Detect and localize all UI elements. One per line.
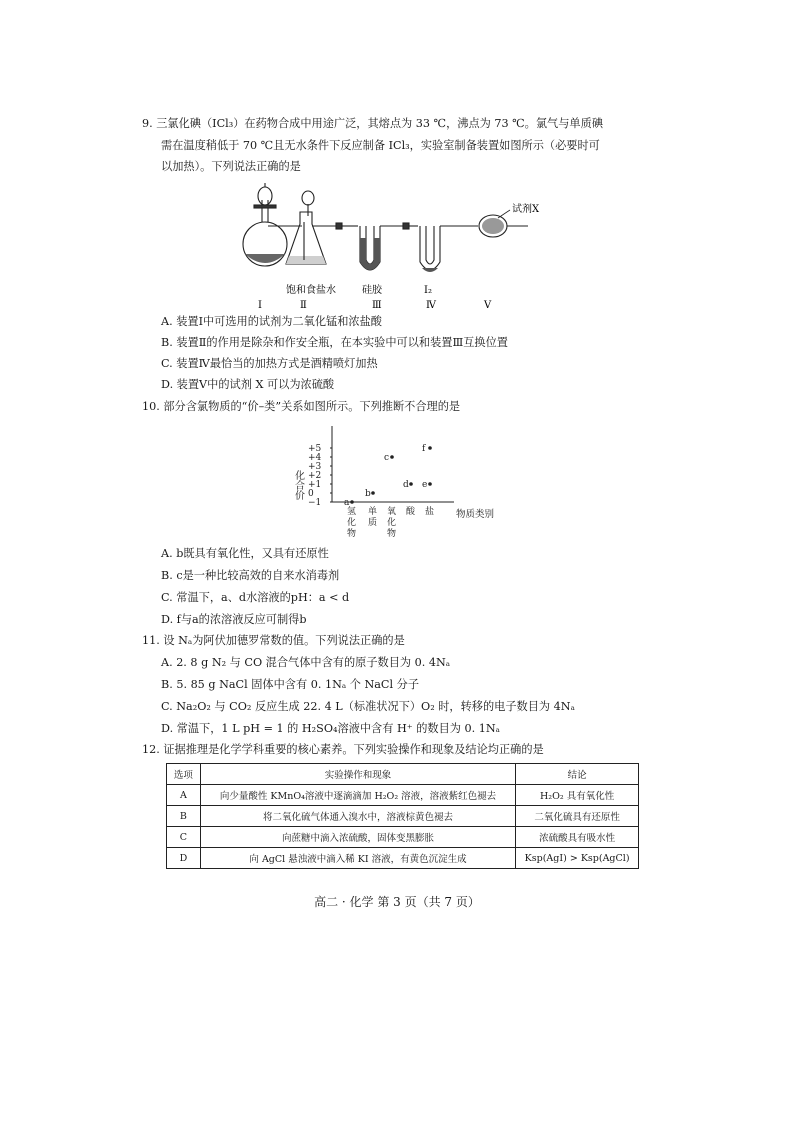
- q12-stem: 12. 证据推理是化学学科重要的核心素养。下列实验操作和现象及结论均正确的是: [142, 743, 544, 756]
- table-header-row: [167, 764, 639, 785]
- label-reagent-x: 试剂X: [512, 204, 540, 215]
- xcat-label: 化: [387, 518, 397, 528]
- xcat-label: 酸: [406, 507, 416, 517]
- row-b-operation: 将二氧化硫气体通入溴水中，溶液棕黄色褪去: [200, 806, 515, 827]
- ytick-label: 0: [308, 489, 314, 499]
- row-d-option: D: [167, 848, 201, 869]
- q10-option-a: A. b既具有氧化性，又具有还原性: [161, 547, 329, 560]
- numeral-IV: Ⅳ: [426, 300, 436, 311]
- xcat-label: 物: [387, 529, 397, 539]
- point-label-f: f: [422, 444, 426, 454]
- xcat-label: 单: [368, 507, 378, 517]
- point-label-e: e: [422, 480, 428, 490]
- q10-option-b: B. c是一种比较高效的自来水消毒剂: [161, 569, 340, 582]
- xcat-label: 氢: [347, 507, 357, 517]
- ytick-label: +1: [308, 480, 322, 490]
- row-c-option: C: [167, 827, 201, 848]
- row-c-operation: 向蔗糖中滴入浓硫酸，固体变黑膨胀: [200, 827, 515, 848]
- q10-option-d: D. f与a的浓溶液反应可制得b: [161, 613, 307, 626]
- point-c: [390, 455, 394, 459]
- xcat-label: 质: [368, 518, 378, 528]
- q9-option-a: A. 装置Ⅰ中可选用的试剂为二氧化锰和浓盐酸: [161, 315, 382, 328]
- q9-apparatus-figure: [238, 182, 558, 312]
- ytick-label: +5: [308, 444, 322, 454]
- xcat-label: 盐: [425, 507, 435, 517]
- point-b: [371, 491, 375, 495]
- row-d-operation: 向 AgCl 悬浊液中滴入稀 KI 溶液，有黄色沉淀生成: [200, 848, 515, 869]
- q11-option-a: A. 2. 8 g N₂ 与 CO 混合气体中含有的原子数目为 0. 4Nₐ: [161, 656, 451, 669]
- q10-stem: 10. 部分含氯物质的“价–类”关系如图所示。下列推断不合理的是: [142, 400, 461, 413]
- label-saltwater: 饱和食盐水: [286, 285, 336, 296]
- row-a-operation: 向少量酸性 KMnO₄溶液中逐滴滴加 H₂O₂ 溶液，溶液紫红色褪去: [200, 785, 515, 806]
- point-label-c: c: [384, 453, 390, 463]
- q11-option-d: D. 常温下，1 L pH = 1 的 H₂SO₄溶液中含有 H⁺ 的数目为 0. 1Nₐ: [161, 722, 500, 735]
- numeral-V: Ⅴ: [484, 300, 492, 311]
- xcat-label: 氧: [387, 507, 397, 517]
- ytick-label: +2: [308, 471, 322, 481]
- q9-stem-line3: 以加热）。下列说法正确的是: [161, 160, 301, 173]
- header-conclusion: 结论: [516, 764, 639, 785]
- point-label-d: d: [403, 480, 409, 490]
- label-iodine: I₂: [424, 285, 432, 296]
- numeral-III: Ⅲ: [372, 300, 382, 311]
- table-row: [167, 827, 639, 848]
- ytick-label: +4: [308, 453, 322, 463]
- point-label-b: b: [365, 489, 371, 499]
- q9-option-b: B. 装置Ⅱ的作用是除杂和作安全瓶，在本实验中可以和装置Ⅲ互换位置: [161, 336, 508, 349]
- row-b-option: B: [167, 806, 201, 827]
- row-a-conclusion: H₂O₂ 具有氧化性: [516, 785, 639, 806]
- ytick-label: −1: [308, 498, 322, 508]
- q9-option-c: C. 装置Ⅳ最恰当的加热方式是酒精喷灯加热: [161, 357, 378, 370]
- xcat-label: 物: [347, 529, 357, 539]
- row-c-conclusion: 浓硫酸具有吸水性: [516, 827, 639, 848]
- table-row: [167, 785, 639, 806]
- chart-ylabel: 化合价: [292, 470, 304, 500]
- chart-xlabel: 物质类别: [456, 509, 495, 520]
- point-d: [409, 482, 413, 486]
- q11-stem: 11. 设 Nₐ为阿伏加德罗常数的值。下列说法正确的是: [142, 634, 405, 647]
- q12-table: [166, 763, 639, 869]
- q10-option-c: C. 常温下，a、d水溶液的pH：a < d: [161, 591, 350, 604]
- q10-valence-chart: [294, 422, 504, 540]
- q11-option-b: B. 5. 85 g NaCl 固体中含有 0. 1Nₐ 个 NaCl 分子: [161, 678, 420, 691]
- label-silica: 硅胶: [362, 285, 382, 296]
- row-a-option: A: [167, 785, 201, 806]
- point-label-a: a: [344, 498, 350, 508]
- table-row: [167, 848, 639, 869]
- u-tube-IV: [420, 226, 440, 270]
- point-e: [428, 482, 432, 486]
- numeral-I: Ⅰ: [258, 300, 262, 311]
- q9-stem-line1: 9. 三氯化碘（ICl₃）在药物合成中用途广泛，其熔点为 33 ℃，沸点为 73 ℃。氯气与单质碘: [142, 117, 604, 130]
- q9-option-d: D. 装置Ⅴ中的试剂 X 可以为浓硫酸: [161, 378, 335, 391]
- q9-stem-line2: 需在温度稍低于 70 ℃且无水条件下反应制备 ICl₃，实验室制备装置如图所示（必要时可: [161, 139, 600, 152]
- header-operation: 实验操作和现象: [200, 764, 515, 785]
- numeral-II: Ⅱ: [300, 300, 307, 311]
- q11-option-c: C. Na₂O₂ 与 CO₂ 反应生成 22. 4 L（标准状况下）O₂ 时，转移的电子数目为 4Nₐ: [161, 700, 575, 713]
- row-d-conclusion: Ksp(AgI) > Ksp(AgCl): [516, 848, 639, 869]
- ytick-label: +3: [308, 462, 322, 472]
- row-b-conclusion: 二氧化硫具有还原性: [516, 806, 639, 827]
- xcat-label: 化: [347, 518, 357, 528]
- page-footer: 高二 · 化学 第 3 页（共 7 页）: [314, 895, 480, 909]
- table-row: [167, 806, 639, 827]
- point-f: [428, 446, 432, 450]
- header-option: 选项: [167, 764, 201, 785]
